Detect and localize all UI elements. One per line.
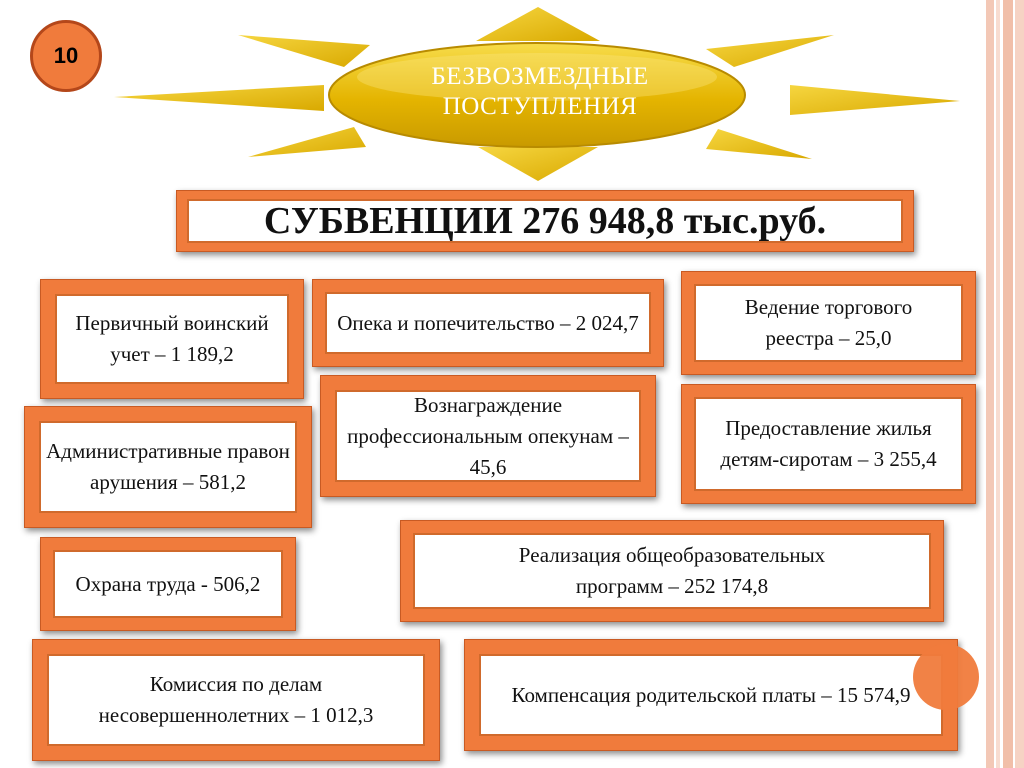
card-text: Вознаграждение профессиональным опекунам – 45,6	[335, 390, 641, 482]
page-number-badge	[30, 20, 102, 92]
decorative-circle	[913, 644, 979, 710]
card-text: Комиссия по делам несовершеннолетних – 1 012,3	[47, 654, 425, 746]
edge-stripe	[986, 0, 994, 768]
card-text: Реализация общеобразовательных программ – 252 174,8	[413, 533, 931, 609]
card-text: Охрана труда - 506,2	[53, 550, 283, 618]
card-labor-protection	[40, 537, 296, 631]
total-subventions: СУБВЕНЦИИ 276 948,8 тыс.руб.	[187, 199, 903, 243]
card-admin-offenses	[24, 406, 312, 528]
card-text: Предоставление жилья детям-сиротам – 3 255,4	[694, 397, 963, 491]
card-trade-register	[681, 271, 976, 375]
card-text: Административные правонарушения – 581,2	[39, 421, 297, 513]
edge-stripe	[1003, 0, 1013, 768]
card-parent-fee-compensation	[464, 639, 958, 751]
edge-stripe	[996, 0, 1000, 768]
card-text: Первичный воинский учет – 1 189,2	[55, 294, 289, 384]
edge-stripe	[1015, 0, 1024, 768]
card-guardian-pay	[320, 375, 656, 497]
section-title	[330, 62, 750, 122]
card-text: Опека и попечительство – 2 024,7	[325, 292, 651, 354]
page-number: 10	[53, 43, 79, 68]
card-guardianship	[312, 279, 664, 367]
card-orphans-housing	[681, 384, 976, 504]
total-frame	[176, 190, 914, 252]
card-education-programs	[400, 520, 944, 622]
card-juvenile-commission	[32, 639, 440, 761]
card-text: Компенсация родительской платы – 15 574,9	[479, 654, 943, 736]
section-title-line2: ПОСТУПЛЕНИЯ	[442, 93, 638, 120]
card-text: Ведение торгового реестра – 25,0	[694, 284, 963, 362]
section-title-line1: БЕЗВОЗМЕЗДНЫЕ	[431, 63, 649, 90]
card-military	[40, 279, 304, 399]
